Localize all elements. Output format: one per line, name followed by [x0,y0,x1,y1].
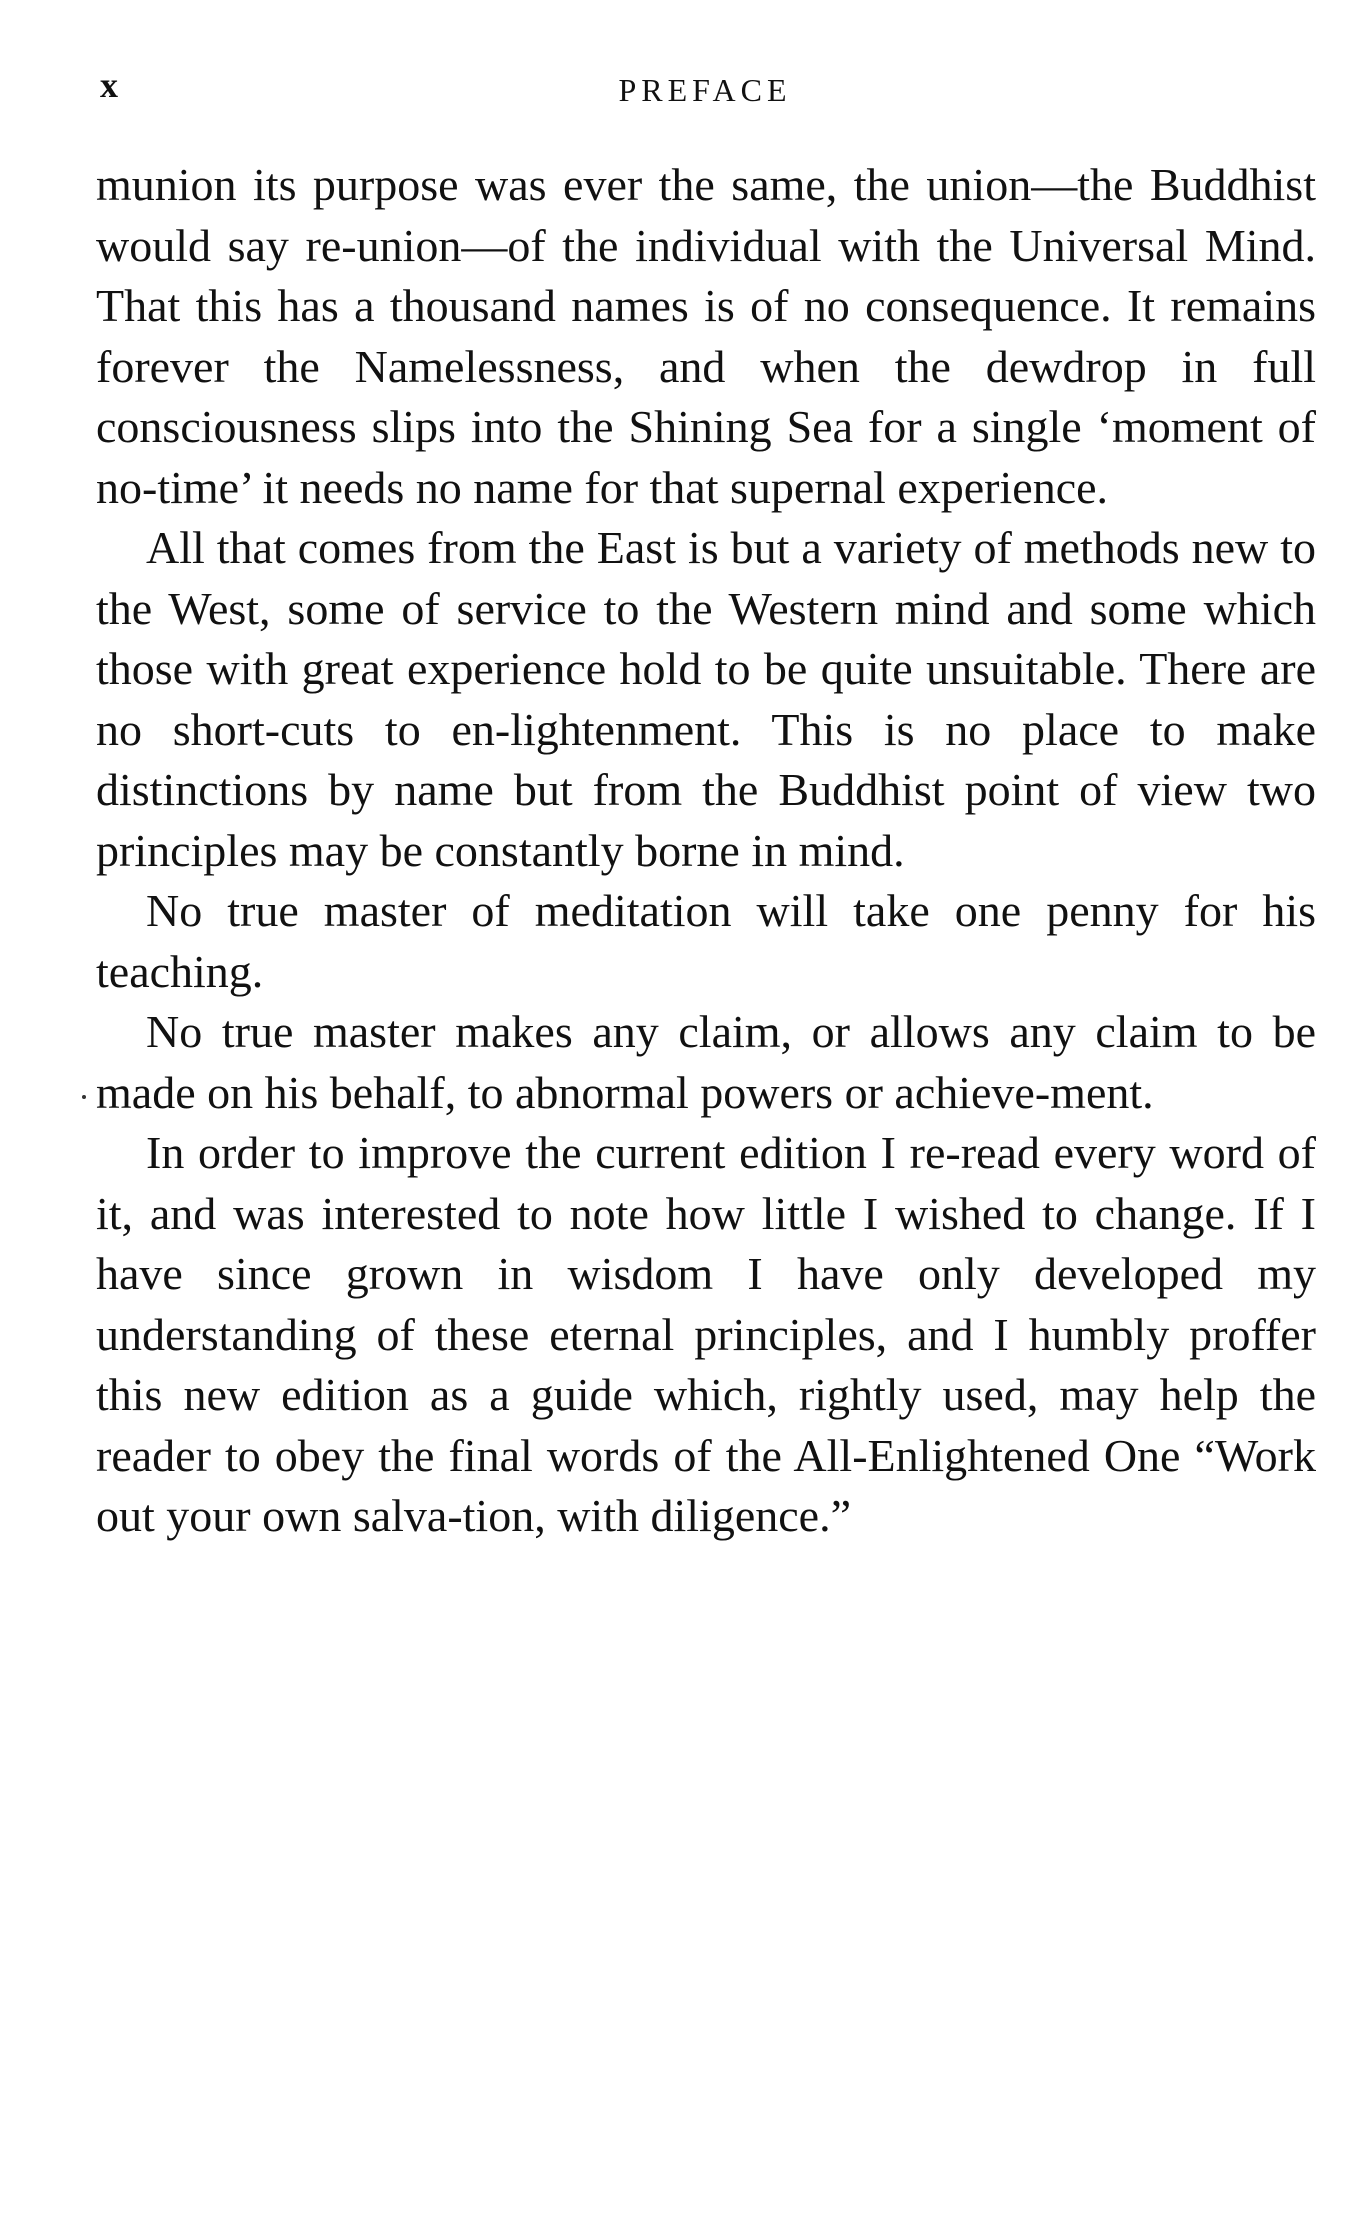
paragraph-methods: All that comes from the East is but a variety of methods new to the West, some of service to the Western mind and some which those with great experience hold to be quite unsuitable. There are no short-cuts to en-lightenment. This is no place to make distinctions by name but from the Buddhist point of view two principles may be constantly borne in mind. [96,522,1316,876]
section-title: PREFACE [618,72,792,108]
paragraph-principle-one: No true master of meditation will take one penny for his teaching. [96,885,1316,997]
page-number: x [100,65,119,105]
running-head [100,64,1310,124]
paragraph-principle-two: No true master makes any claim, or allows any claim to be made on his behalf, to abnormal powers or achieve-ment. [96,1006,1316,1118]
paragraph-current-edition: In order to improve the current edition I re-read every word of it, and was interested to note how little I wished to change. If I have since grown in wisdom I have only developed my understanding of these eternal principles, and I humbly proffer this new edition as a guide which, rightly used, may help the reader to obey the final words of the All-Enlightened One “Work out your own salva-tion, with diligence.” [96,1127,1316,1541]
stray-ink-mark [82,1095,86,1099]
paragraph-continuation: munion its purpose was ever the same, the union—the Buddhist would say re-union—of the individual with the Universal Mind. That this has a thousand names is of no consequence. It remains forever the Namelessness, and when the dewdrop in full consciousness slips into the Shining Sea for a single ‘moment of no-time’ it needs no name for that supernal experience. [96,159,1316,513]
body-text [96,155,1316,1547]
